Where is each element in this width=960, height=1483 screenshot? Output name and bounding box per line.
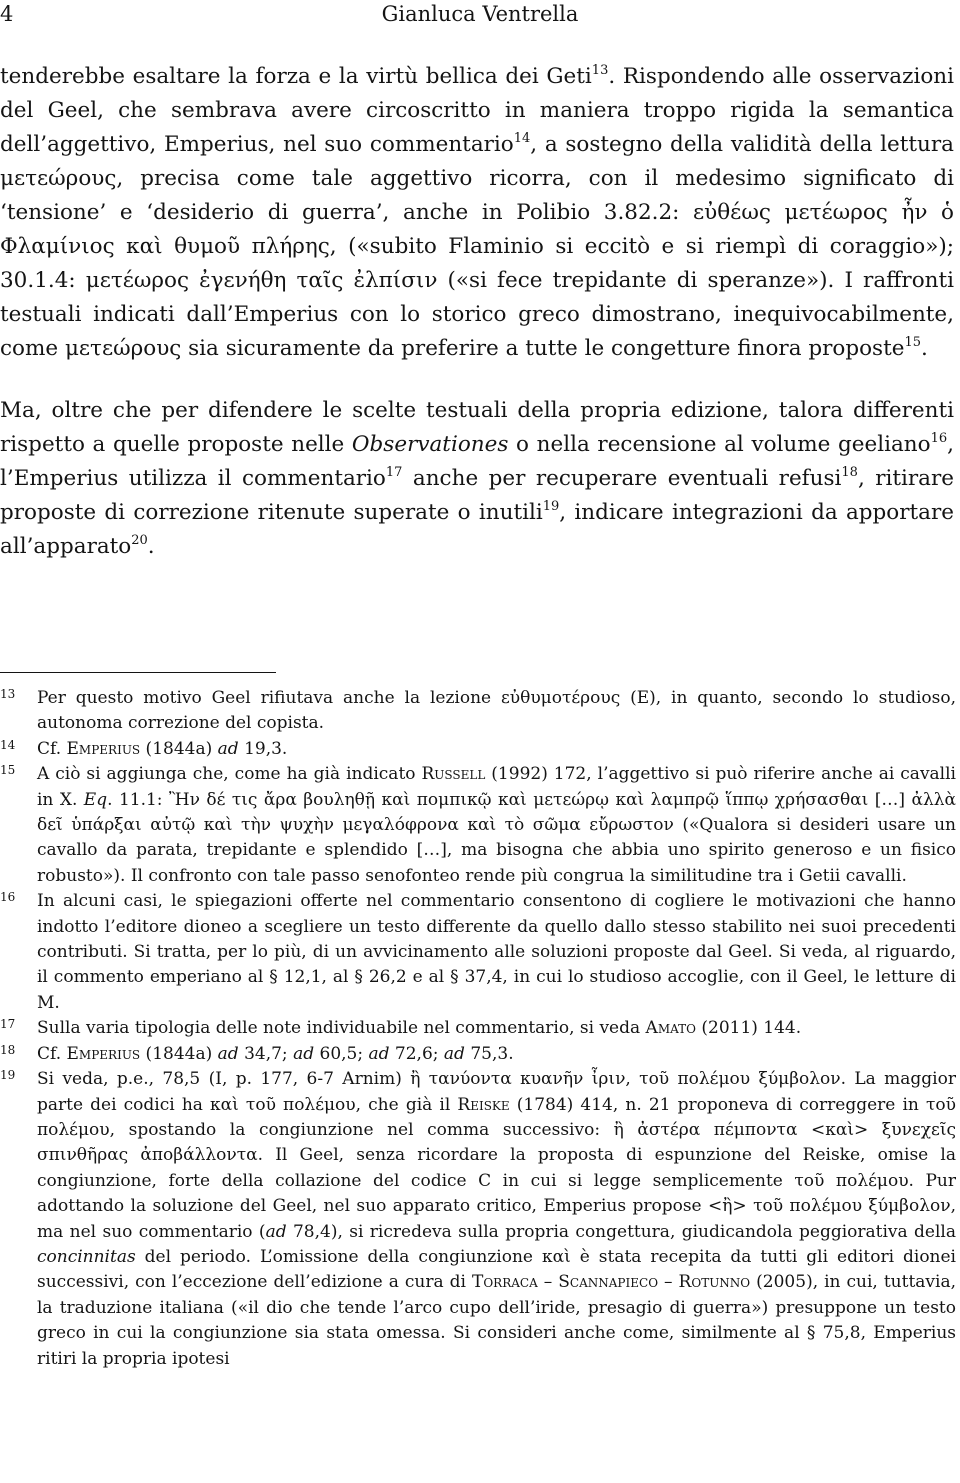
greek-quote: εὐθέως μετέωρος ἦν ὁ Φλαμίνιος καὶ θυμοῦ πλήρης [0, 200, 954, 259]
footnote-ref-20[interactable]: 20 [131, 532, 148, 548]
footnote-number: 16 [0, 890, 16, 905]
author-name: Amato [645, 1018, 696, 1039]
footnote-ref-14[interactable]: 14 [513, 130, 531, 146]
footnote-number: 15 [0, 763, 16, 778]
page-header [0, 0, 960, 30]
author-name: Torraca – Scannapieco – Rotunno [471, 1272, 751, 1293]
footnote-16: 16 In alcuni casi, le spiegazioni offerte nel commentario consentono di cogliere le motivazioni che hanno indotto l’editore dioneo a scegliere un testo differente da quello dallo stesso stabilito nei suoi precedenti contributi. Si tratta, per lo più, di un avvicinamento alle soluzioni proposte dal Geel. Si veda, al riguardo, il commento emperiano al § 12,1, al § 26,2 e al § 37,4, in cui lo studioso accoglie, con il Geel, le letture di M. [0, 889, 956, 1016]
greek-quote: Ἢν δέ τις ἄρα βουληθῇ καὶ πομπικῷ καὶ μετεώρῳ καὶ λαμπρῷ ἵππῳ χρήσασθαι […] ἀλλὰ δεῖ ὑπάρξαι αὐτῷ καὶ τὴν ψυχὴν μεγαλόφρονα καὶ τὸ σῶμα εὔρωστον [37, 789, 956, 836]
paragraph-1: tenderebbe esaltare la forza e la virtù bellica dei Geti$^{13}$. Rispondendo alle osservazioni del Geel, che sembrava avere circoscritto in maniera troppo rigida la semantica dell’aggettivo, Emperius, nel suo commentario$^{14}$, a sostegno della validità della lettura μετεώρους, precisa come tale aggettivo ricorra, con il medesimo significato di ‘tensione’ e ‘desiderio di guerra’, anche in Polibio 3.82.2: εὐθέως μετέωρος ἦν ὁ Φλαμίνιος καὶ θυμοῦ πλήρης, («subito Flaminio si eccitò e si riempì di coraggio»); 30.1.4: μετέωρος ἐγενήθη ταῖς ἐλπίσιν («si fece trepidante di speranze»). I raffronti testuali indicati dall’Emperius con lo storico greco dimostrano, inequivocabilmente, come μετεώρους sia sicuramente da preferire a tutte le congetture finora proposte$^{15}$. [0, 62, 955, 361]
author-name: Russell [421, 764, 486, 785]
footnote-15: 15 A ciò si aggiunga che, come ha già indicato Russell (1992) 172, l’aggettivo si può riferire anche ai cavalli in X. Eq. 11.1: Ἢν δέ τις ἄρα βουληθῇ καὶ πομπικῷ καὶ μετεώρῳ καὶ λαμπρῷ ἵππῳ χρήσασθαι […] ἀλλὰ δεῖ ὑπάρξαι αὐτῷ καὶ τὴν ψυχὴν μεγαλόφρονα καὶ τὸ σῶμα εὔρωστον («Qualora si desideri usare un cavallo da parata, trepidante e splendido […], ma bisogna che abbia uno spirito generoso e un fisico robusto»). Il confronto con tale passo senofonteo rende più congrua la similitudine tra i Getii cavalli. [0, 762, 956, 889]
page-number: 4 [0, 2, 14, 26]
greek-word: μετεώρους [0, 166, 117, 191]
footnote-ref-18[interactable]: 18 [841, 464, 858, 480]
running-head: Gianluca Ventrella [381, 2, 579, 26]
author-name: Emperius [66, 738, 141, 759]
footnote-ref-15[interactable]: 15 [904, 334, 921, 350]
footnote-ref-17[interactable]: 17 [385, 464, 403, 480]
footnote-number: 18 [0, 1042, 16, 1057]
italic-title: Observationes [351, 432, 509, 457]
main-text [0, 60, 954, 564]
footnote-separator [0, 672, 276, 673]
footnote-number: 17 [0, 1017, 16, 1032]
footnote-18: 18 Cf. Emperius (1844a) ad 34,7; ad 60,5; ad 72,6; ad 75,3. [0, 1042, 956, 1067]
footnote-14: 14 Cf. Emperius (1844a) ad 19,3. [0, 737, 956, 762]
footnote-number: 13 [0, 687, 16, 701]
footnote-ref-16[interactable]: 16 [930, 430, 948, 446]
paragraph-2: Ma, oltre che per difendere le scelte testuali della propria edizione, talora differenti rispetto a quelle proposte nelle Observationes o nella recensione al volume geeliano$^{16}$, l’Emperius utilizza il commentario$^{17}$ anche per recuperare eventuali refusi$^{18}$, ritirare proposte di correzione ritenute superate o inutili$^{19}$, indicare integrazioni da apportare all’apparato$^{20}$. [0, 398, 955, 559]
footnote-19: 19 Si veda, p.e., 78,5 (I, p. 177, 6-7 Arnim) ἢ τανύοντα κυανῆν ἶριν, τοῦ πολέμου ξύμβολον. La maggior parte dei codici ha καὶ τοῦ πολέμου, che già il Reiske (1784) 414, n. 21 proponeva di correggere in τοῦ πολέμου, spostando la congiunzione nel comma successivo: ἢ ἀστέρα πέμποντα <καὶ> ξυνεχεῖς σπινθῆρας ἀποβάλλοντα. Il Geel, senza ricordare la proposta di espunzione del Reiske, omise la congiunzione, forte della collazione del codice C in cui si legge semplicemente τοῦ πολέμου. Pur adottando la soluzione del Geel, nel suo apparato critico, Emperius propose <ἢ> τοῦ πολέμου ξύμβολον, ma nel suo commentario (ad 78,4), si ricredeva sulla propria congettura, giudicandola peggiorativa della concinnitas del periodo. L’omissione della congiunzione καὶ è stata recepita da tutti gli editori dionei successivi, con l’eccezione dell’edizione a cura di Torraca – Scannapieco – Rotunno (2005), in cui, tuttavia, la traduzione italiana («il dio che tende l’arco cupo dell’iride, presagio di guerra») presuppone un testo greco in cui la congiunzione sia stata omessa. Si consideri anche come, similmente al § 75,8, Emperius ritiri la propria ipotesi [0, 1067, 956, 1372]
footnote-ref-13[interactable]: 13 [591, 62, 609, 78]
footnotes [0, 686, 956, 1372]
footnote-ref-19[interactable]: 19 [542, 498, 560, 514]
footnote-13: 13 Per questo motivo Geel rifiutava anche la lezione εὐθυμοτέρους (E), in quanto, secondo lo studioso, autonoma correzione del copista. [0, 686, 956, 737]
author-name: Emperius [66, 1043, 141, 1064]
footnote-number: 19 [0, 1068, 16, 1083]
footnote-17: 17 Sulla varia tipologia delle note individuabile nel commentario, si veda Amato (2011) 144. [0, 1016, 956, 1041]
greek-word: μετεώρους [64, 336, 182, 361]
author-name: Reiske [457, 1094, 510, 1115]
greek-quote: μετέωρος ἐγενήθη ταῖς ἐλπίσιν [85, 268, 438, 293]
footnote-number: 14 [0, 737, 16, 752]
